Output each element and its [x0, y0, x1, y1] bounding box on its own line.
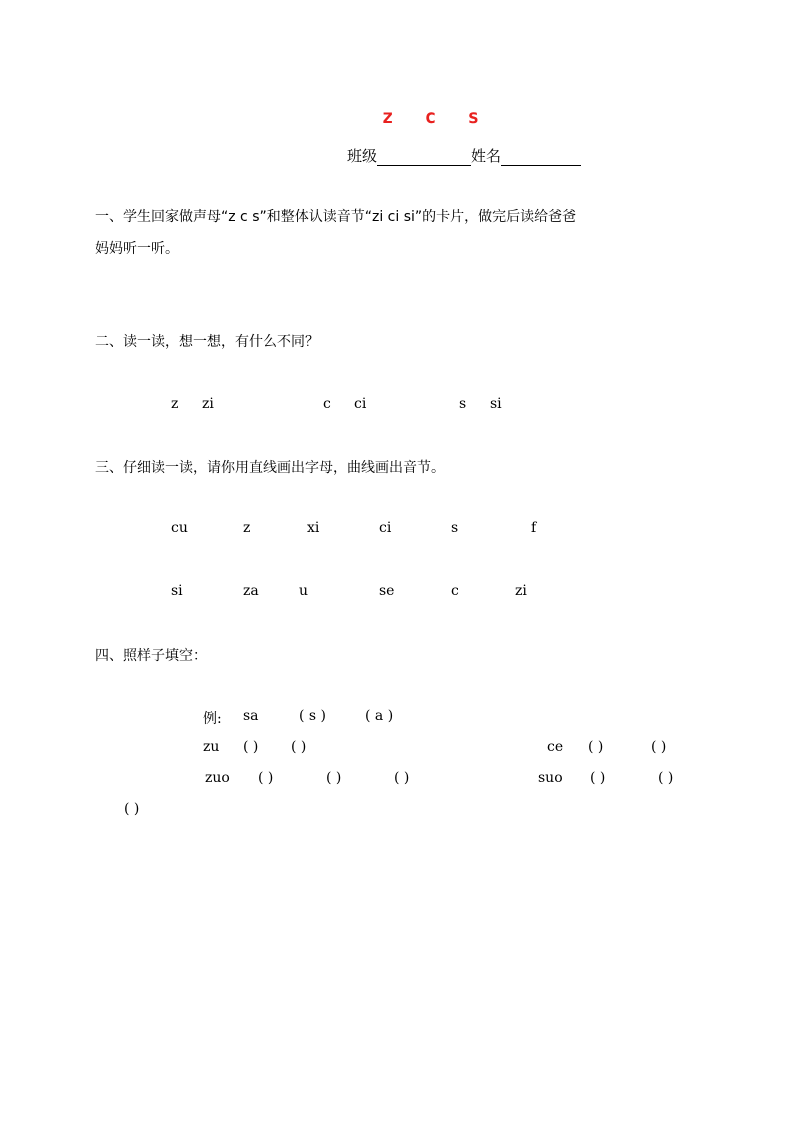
q3-row1-item: z [243, 520, 251, 536]
q4-blank[interactable]: ( ) [394, 770, 410, 786]
q2-item: s [459, 396, 467, 412]
name-label: 姓名 [471, 147, 502, 165]
q4-blank[interactable]: ( ) [124, 801, 140, 817]
q4-example-word: sa [243, 708, 259, 724]
class-blank[interactable] [377, 149, 471, 166]
q4-word-zuo: zuo [205, 770, 230, 786]
q3-row1-item: cu [171, 520, 188, 536]
q4-blank[interactable]: ( ) [243, 739, 259, 755]
q3-row2-item: zi [515, 583, 527, 599]
q4-blank[interactable]: ( ) [590, 770, 606, 786]
page-title: z c s [381, 106, 490, 128]
q3-row2-item: se [379, 583, 395, 599]
q2-item: c [323, 396, 331, 412]
q4-heading: 四、照样子填空： [95, 648, 207, 664]
q4-example-blank: ( s ) [299, 708, 327, 724]
q3-row1-item: f [531, 520, 537, 536]
q3-row2-item: si [171, 583, 183, 599]
q4-word-ce: ce [547, 739, 564, 755]
q1-line2: 妈妈听一听。 [95, 241, 179, 257]
q2-item: z [171, 396, 179, 412]
q4-example-blank: ( a ) [365, 708, 394, 724]
q2-item: ci [354, 396, 367, 412]
name-blank[interactable] [501, 149, 581, 166]
q4-blank[interactable]: ( ) [258, 770, 274, 786]
q3-row2-item: u [299, 583, 309, 599]
q3-heading: 三、仔细读一读，请你用直线画出字母，曲线画出音节。 [95, 460, 445, 476]
student-info [347, 145, 581, 166]
q2-heading: 二、读一读，想一想，有什么不同？ [95, 334, 319, 350]
q4-blank[interactable]: ( ) [588, 739, 604, 755]
q3-row2-item: c [451, 583, 459, 599]
q3-row2-item: za [243, 583, 259, 599]
q3-row1-item: xi [307, 520, 320, 536]
q1-line1: 一、学生回家做声母“z c s”和整体认读音节“zi ci si”的卡片，做完后读给爸爸 [95, 209, 577, 225]
q4-blank[interactable]: ( ) [658, 770, 674, 786]
q4-example-label: 例: [203, 711, 222, 727]
q4-blank[interactable]: ( ) [291, 739, 307, 755]
q4-word-suo: suo [538, 770, 563, 786]
q3-row1-item: s [451, 520, 459, 536]
q2-item: si [490, 396, 502, 412]
q4-word-zu: zu [203, 739, 220, 755]
q4-blank[interactable]: ( ) [651, 739, 667, 755]
q2-item: zi [202, 396, 214, 412]
q4-blank[interactable]: ( ) [326, 770, 342, 786]
q3-row1-item: ci [379, 520, 392, 536]
class-label: 班级 [347, 147, 378, 165]
